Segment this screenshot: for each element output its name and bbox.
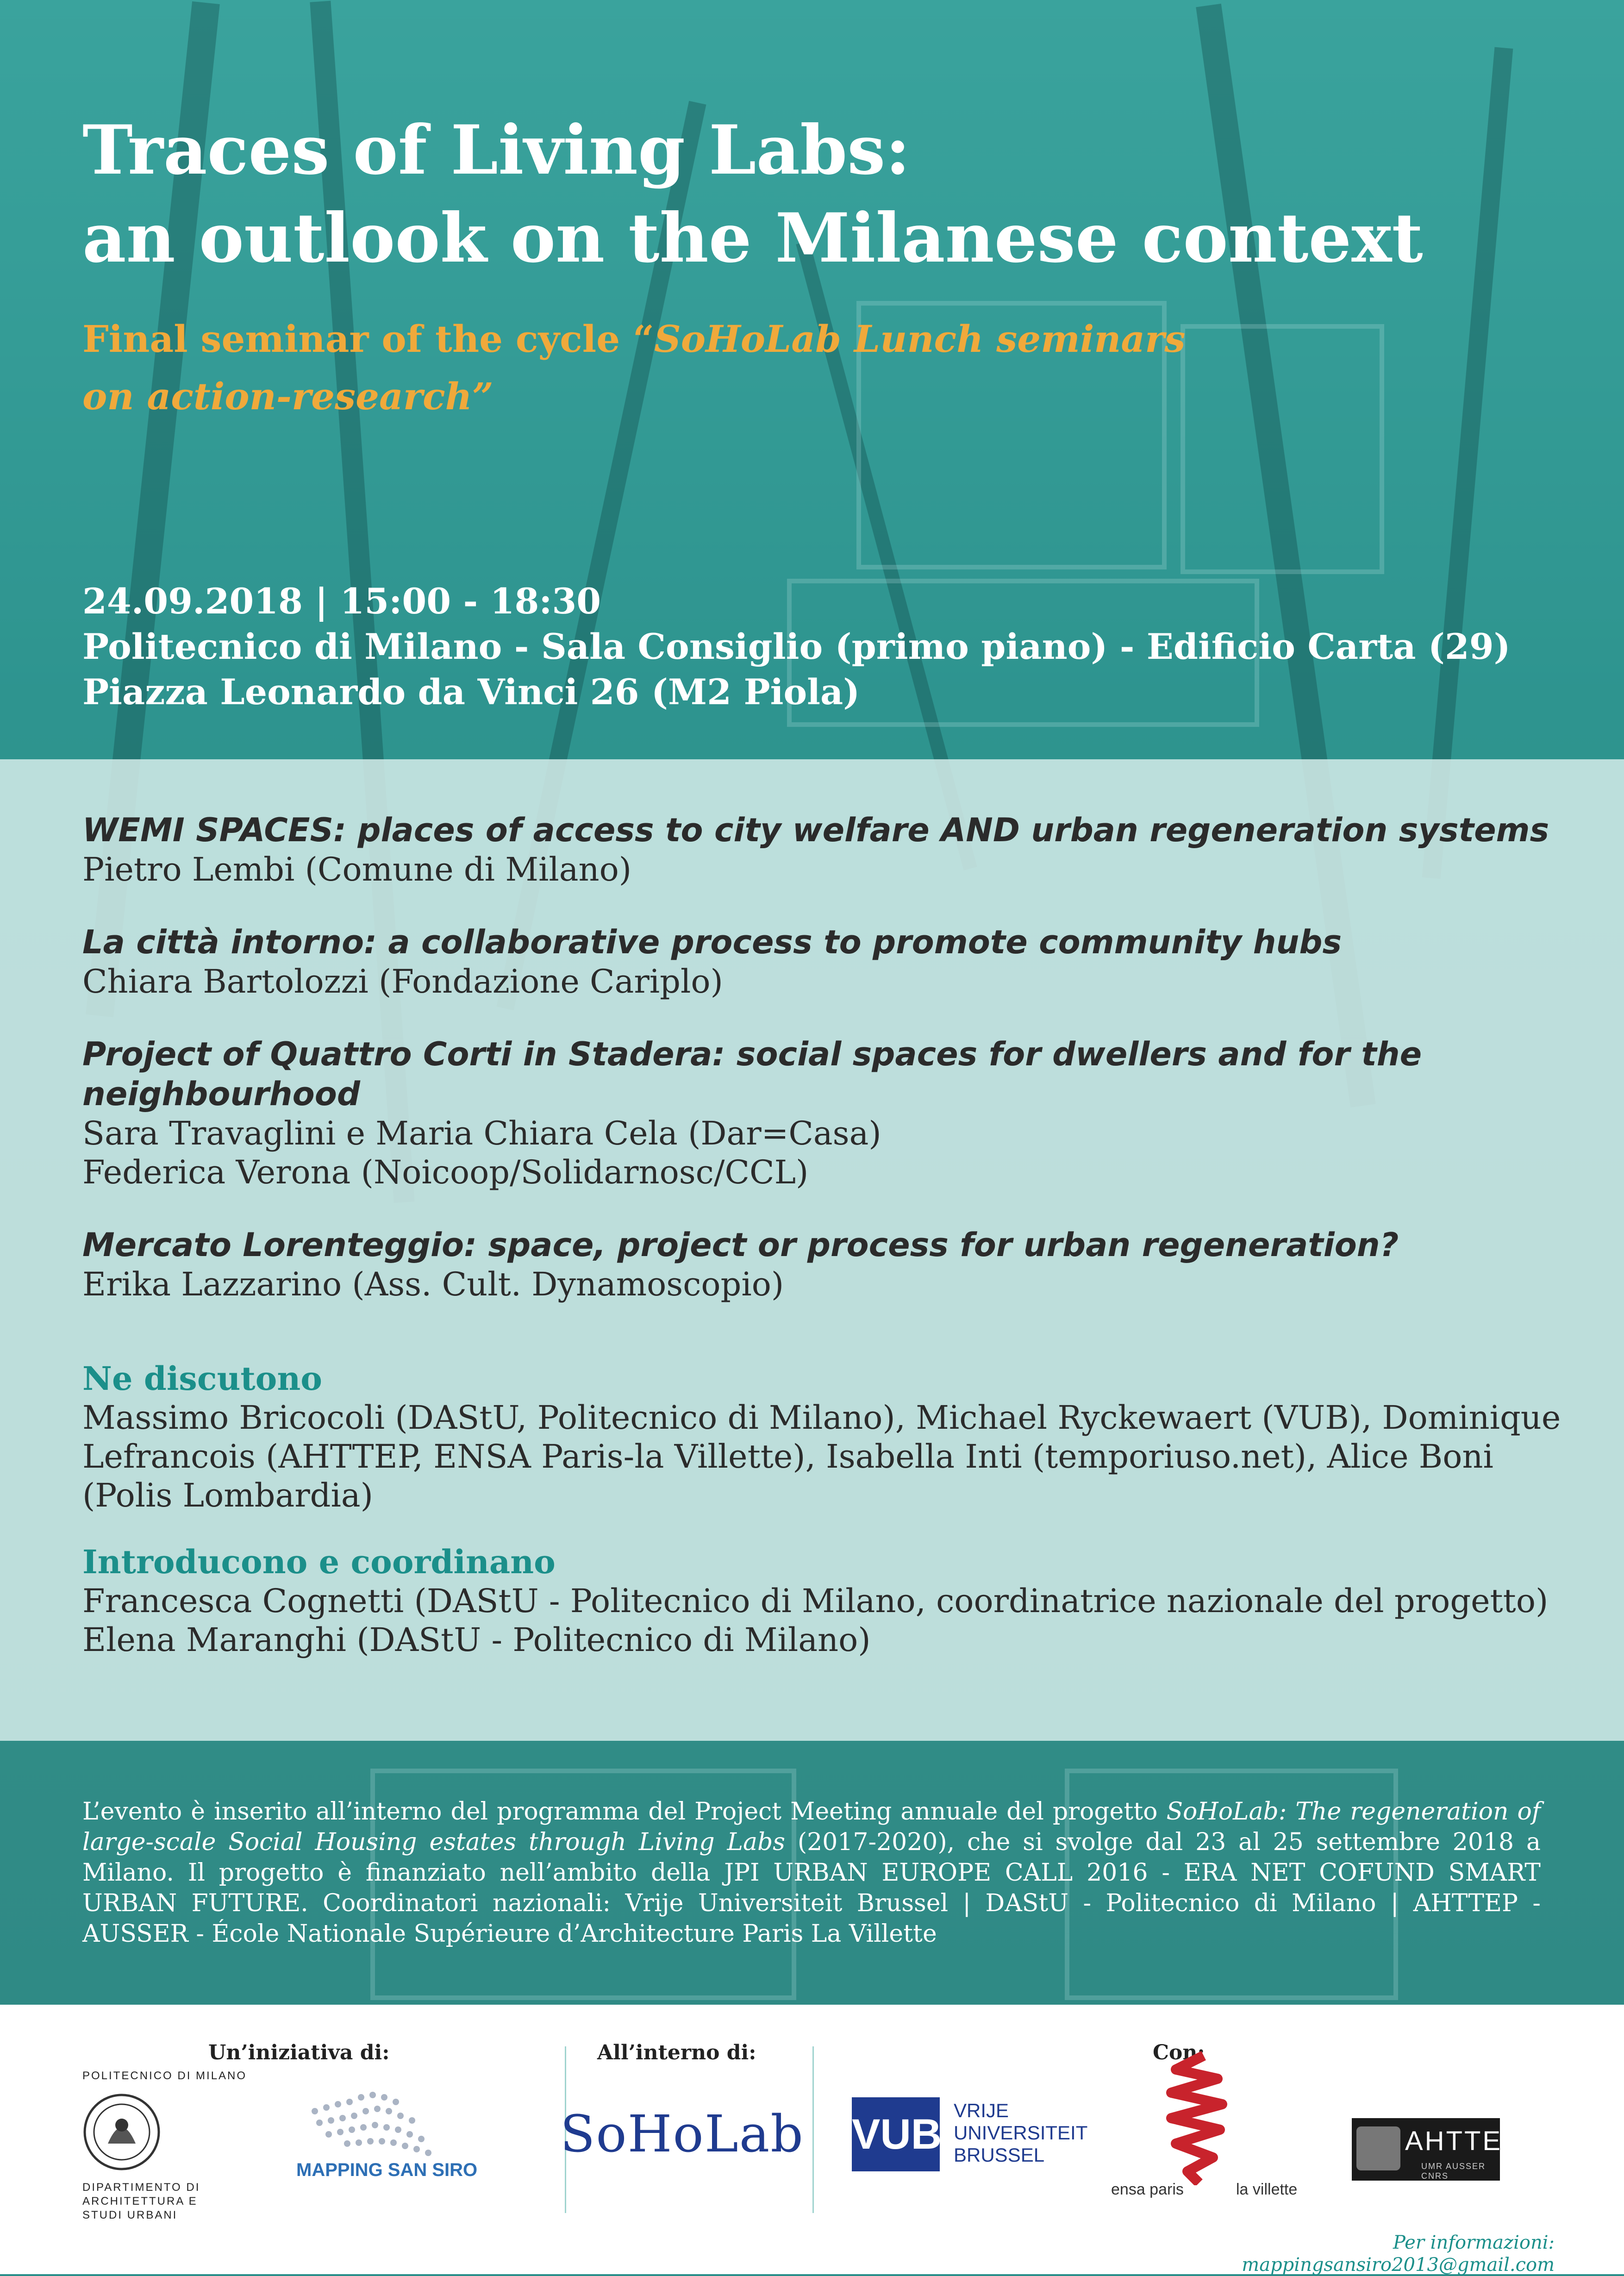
talk-item [82,1225,1564,1304]
note-emphasis: SoHoLab: The regeneration of large-scale Social Housing estates through Living Labs [82,1798,1541,1856]
coordinator-line: Francesca Cognetti (DAStU - Politecnico di Milano, coordinatrice nazionale del progetto) [82,1582,1549,1620]
discussants-section [82,1359,1564,1515]
dastu-line3: STUDI URBANI [82,2209,178,2221]
vub-line3: BRUSSEL [954,2144,1045,2166]
subtitle-line2: on action-research” [82,375,493,418]
talk-speaker: Federica Verona (Noicoop/Solidarnosc/CCL) [82,1153,809,1191]
polimi-seal-icon [82,2093,161,2173]
talk-speaker: Sara Travaglini e Maria Chiara Cela (Dar=Casa) [82,1114,881,1152]
ahttep-logo [1352,2118,1522,2181]
dastu-line1: DIPARTIMENTO DI [82,2181,200,2194]
event-info [82,579,1511,715]
talk-item [82,810,1564,889]
talk-item [82,922,1564,1001]
soholab-logo [560,2104,804,2163]
event-datetime: 24.09.2018 | 15:00 - 18:30 [82,581,601,622]
talk-speaker: Pietro Lembi (Comune di Milano) [82,850,632,888]
within-label: All’interno di: [597,2041,756,2064]
coordinator-line: Elena Maranghi (DAStU - Politecnico di Milano) [82,1621,871,1659]
ensa-left-label: ensa paris [1111,2181,1184,2198]
vub-line2: UNIVERSITEIT [954,2122,1088,2144]
ahttep-subtitle: UMR AUSSER CNRS [1421,2162,1486,2181]
footer-divider [812,2046,814,2213]
discussants-text: Massimo Bricocoli (DAStU, Politecnico di Milano), Michael Ryckewaert (VUB), Dominique Lefrancois (AHTTEP, ENSA Paris-la Villette), Isabella Inti (temporiuso.net), Alice Boni (Polis Lombardia) [82,1399,1561,1514]
polimi-name: POLITECNICO DI MILANO [82,2070,247,2082]
ensa-spiral-icon [1143,2051,1255,2187]
header-block [82,106,1564,425]
vub-name [954,2100,1087,2166]
event-address: Piazza Leonardo da Vinci 26 (M2 Piola) [82,671,860,713]
talk-speaker: Erika Lazzarino (Ass. Cult. Dynamoscopio) [82,1265,784,1303]
note-part2: (2017-2020), che si svolge dal 23 al 25 settembre 2018 a Milano. Il progetto è finanziato nell’ambito della JPI URBAN EUROPE CALL 2016 - ERA NET COFUND SMART URBAN FUTURE. Coordinatori nazionali: Vrije Universiteit Brussel | DAStU - Politecnico di Milano | AHTTEP - AUSSER - École Nationale Supérieure d’Architecture Paris La Villette [82,1828,1541,1948]
ahttep-map-icon [1356,2126,1400,2170]
talk-title: La città intorno: a collaborative process to promote community hubs [82,923,1342,961]
subtitle-emphasis: SoHoLab Lunch seminars [654,317,1186,361]
coordinators-section [82,1543,1564,1659]
discussants-heading: Ne discutono [82,1359,322,1398]
info-email[interactable]: mappingsansiro2013@gmail.com [1242,2254,1555,2276]
dastu-line2: ARCHITETTURA E [82,2195,198,2207]
mapping-san-siro-name: MAPPING SAN SIRO [296,2160,478,2180]
talk-item [82,1034,1564,1192]
dastu-name [82,2181,200,2222]
with-label: Con: [1153,2041,1205,2064]
contact-info [1242,2232,1555,2276]
soholab-name: SoHoLab [560,2104,804,2163]
coordinators-heading: Introducono e coordinano [82,1543,556,1581]
ahttep-name: AHTTEP [1405,2126,1522,2156]
vub-line1: VRIJE [954,2100,1009,2121]
page-subtitle [82,310,1564,425]
subtitle-prefix: Final seminar of the cycle “ [82,317,654,361]
ensa-right-label: la villette [1236,2181,1298,2198]
page-title-line2: an outlook on the Milanese context [82,199,1423,278]
project-note [82,1796,1541,1949]
talk-title: Mercato Lorenteggio: space, project or process for urban regeneration? [82,1226,1399,1264]
note-part1: L’evento è inserito all’interno del programma del Project Meeting annuale del progetto [82,1798,1167,1826]
initiative-label: Un’iniziativa di: [208,2041,390,2064]
talk-speaker: Chiara Bartolozzi (Fondazione Cariplo) [82,963,723,1000]
info-label: Per informazioni: [1393,2232,1555,2253]
event-venue: Politecnico di Milano - Sala Consiglio (primo piano) - Edificio Carta (29) [82,626,1511,667]
vub-logo: VUB [852,2097,940,2171]
talk-title: Project of Quattro Corti in Stadera: social spaces for dwellers and for the neighbourhood [82,1035,1422,1113]
page-title-line1: Traces of Living Labs: [82,111,911,190]
talk-title: WEMI SPACES: places of access to city welfare AND urban regeneration systems [82,811,1549,849]
program-list [82,810,1564,1687]
